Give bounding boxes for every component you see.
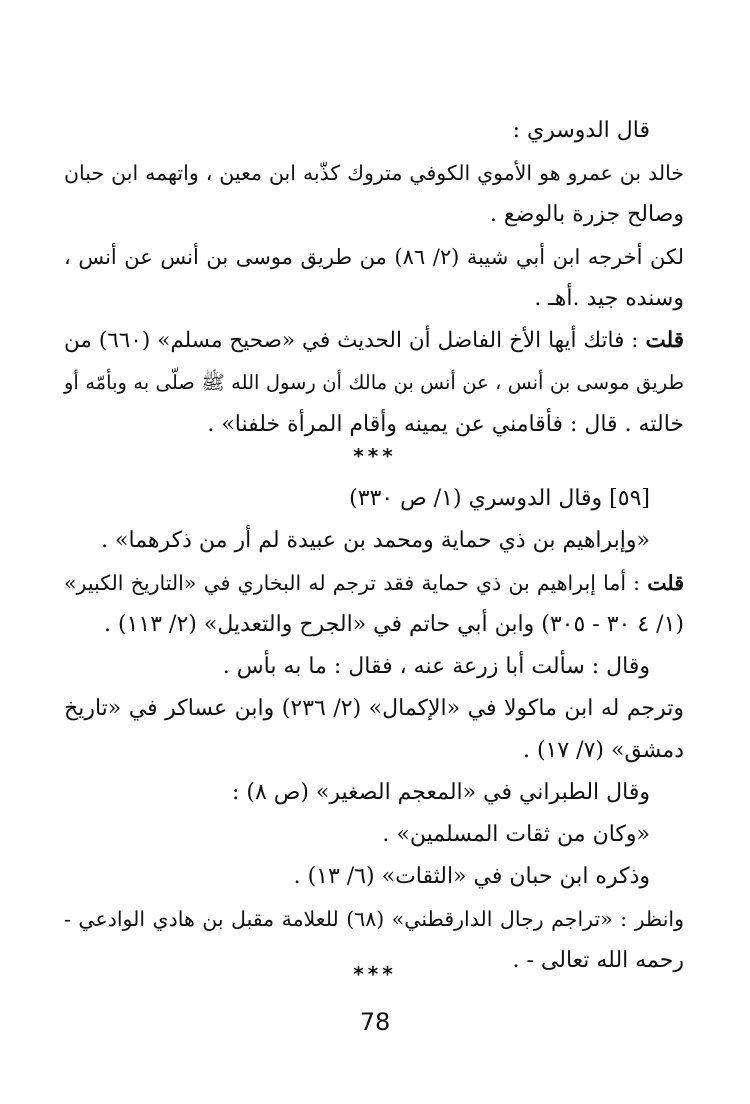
text-span: : أما إبراهيم بن ذي حماية فقد ترجم له البخاري في «التاريخ الكبير»	[64, 571, 648, 595]
text-line: وانظر : «تراجم رجال الدارقطني» (٦٨) للعلامة مقبل بن هادي الوادعي -	[64, 907, 684, 931]
text-line: «وإبراهيم بن ذي حماية ومحمد بن عبيدة لم أر من ذكرهما» .	[101, 528, 650, 553]
text-line: خالته . قال : فأقامني عن يمينه وأقام المرأة خلفنا» .	[207, 412, 684, 437]
section-separator: ***	[353, 962, 397, 986]
section-separator: ***	[353, 444, 397, 468]
qultu-lead-word: قلت	[645, 328, 685, 353]
text-line: قال الدوسري :	[512, 118, 650, 143]
page-number: 78	[359, 1008, 391, 1036]
text-line: لكن أخرجه ابن أبي شيبة (٢/ ٨٦) من طريق موسى بن أنس عن أنس ،	[64, 245, 684, 269]
text-line: دمشق» (٧/ ١٧) .	[522, 738, 684, 763]
text-line	[64, 326, 684, 356]
text-line: وصالح جزرة بالوضع .	[489, 202, 684, 227]
text-line: خالد بن عمرو هو الأموي الكوفي متروك كذّبه ابن معين ، واتهمه ابن حبان	[64, 161, 684, 185]
text-line: [٥٩] وقال الدوسري (١/ ص ٣٣٠)	[349, 486, 650, 511]
text-line: طريق موسى بن أنس ، عن أنس بن مالك أن رسول الله ﷺ صلّى به وبأمّه أو	[64, 371, 684, 394]
text-line: (١/ ٤ ٣٠ - ٣٠٥) وابن أبي حاتم في «الجرح والتعديل» (٢/ ١١٣) .	[104, 612, 684, 637]
text-line: وقال : سألت أبا زرعة عنه ، فقال : ما به بأس .	[222, 654, 650, 679]
text-line: «وكان من ثقات المسلمين» .	[382, 822, 650, 847]
text-line: وترجم له ابن ماكولا في «الإكمال» (٢/ ٢٣٦) وابن عساكر في «تاريخ	[64, 696, 684, 721]
text-line: وقال الطبراني في «المعجم الصغير» (ص ٨) :	[231, 780, 650, 805]
text-span: : فاتك أيها الأخ الفاضل أن الحديث في «صحيح مسلم» (٦٦٠) من	[64, 328, 646, 353]
qultu-lead-word: قلت	[647, 571, 684, 595]
text-line	[64, 568, 684, 598]
text-line: رحمه الله تعالى - .	[512, 948, 684, 973]
text-line: وسنده جيد .أهـ .	[534, 286, 684, 311]
text-line: وذكره ابن حبان في «الثقات» (٦/ ١٣) .	[293, 864, 650, 889]
